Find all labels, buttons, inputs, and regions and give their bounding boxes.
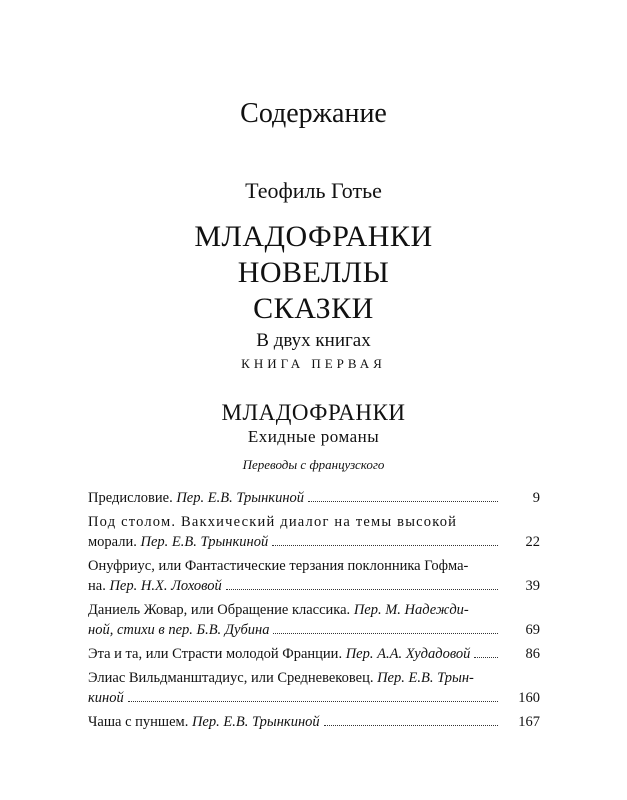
section-subtitle: Ехидные романы	[247, 427, 380, 446]
toc-page-number: 69	[525, 622, 540, 638]
translation-note: Переводы с французского	[242, 457, 385, 472]
author-name: Теофиль Готье	[245, 178, 382, 203]
toc-entry-translator: Пер. Н.Х. Лоховой	[109, 578, 222, 594]
toc-entry-translator: Пер. Е.В. Трынкиной	[191, 714, 320, 730]
book-title-line-2: НОВЕЛЛЫ	[237, 256, 390, 289]
toc-entry-title: Чаша с пуншем.	[88, 714, 189, 730]
toc-entry	[88, 556, 540, 596]
leader-dots	[324, 725, 498, 726]
toc-entry-translator: киной	[88, 690, 124, 706]
toc-page-number: 39	[525, 578, 540, 594]
toc-page-number: 160	[518, 690, 540, 706]
book-title-line-1: МЛАДОФРАНКИ	[194, 220, 433, 253]
toc-page-number: 167	[518, 714, 540, 730]
toc-entry-translator: ной, стихи в пер. Б.В. Дубина	[88, 622, 270, 638]
toc-entry	[88, 668, 540, 708]
toc-page-number: 22	[525, 534, 540, 550]
toc-entry	[88, 644, 540, 664]
leader-dots	[226, 589, 498, 590]
toc-page-number: 9	[532, 490, 540, 506]
toc-entry-title-line: Онуфриус, или Фантастические терзания поклонника Гофма-	[88, 558, 469, 574]
toc-entry-translator: Пер. М. Надежди-	[353, 602, 469, 618]
leader-dots	[308, 501, 498, 502]
toc-entry-translator: Пер. Е.В. Трынкиной	[140, 534, 269, 550]
page-title: Содержание	[240, 98, 387, 129]
toc-entry-title: Элиас Вильдманштадиус, или Средневековец.	[88, 670, 374, 686]
leader-dots	[272, 545, 498, 546]
toc-entry-title: на.	[88, 578, 106, 594]
leader-dots	[474, 657, 498, 658]
toc-entry-title: Предисловие.	[88, 490, 173, 506]
toc-entry-title: Даниель Жовар, или Обращение классика.	[88, 602, 351, 618]
toc-entry-title: Эта и та, или Страсти молодой Франции.	[88, 646, 343, 662]
toc-entry-title-line: Под столом. Вакхический диалог на темы высокой	[88, 514, 458, 530]
toc-entry	[88, 488, 540, 508]
book-label: КНИГА ПЕРВАЯ	[241, 356, 386, 371]
toc-entry-translator: Пер. Е.В. Трын-	[377, 670, 474, 686]
book-title-line-3: СКАЗКИ	[253, 292, 374, 325]
toc-page-number: 86	[525, 646, 540, 662]
toc-entry	[88, 712, 540, 732]
toc-entry	[88, 512, 540, 552]
toc-entry-title: морали.	[88, 534, 137, 550]
toc-entry	[88, 600, 540, 640]
toc-entry-translator: Пер. А.А. Худадовой	[345, 646, 471, 662]
toc-entry-translator: Пер. Е.В. Трынкиной	[176, 490, 305, 506]
leader-dots	[128, 701, 498, 702]
section-title: МЛАДОФРАНКИ	[221, 400, 406, 425]
volumes-note: В двух книгах	[256, 330, 371, 351]
table-of-contents	[88, 488, 540, 736]
leader-dots	[273, 633, 498, 634]
